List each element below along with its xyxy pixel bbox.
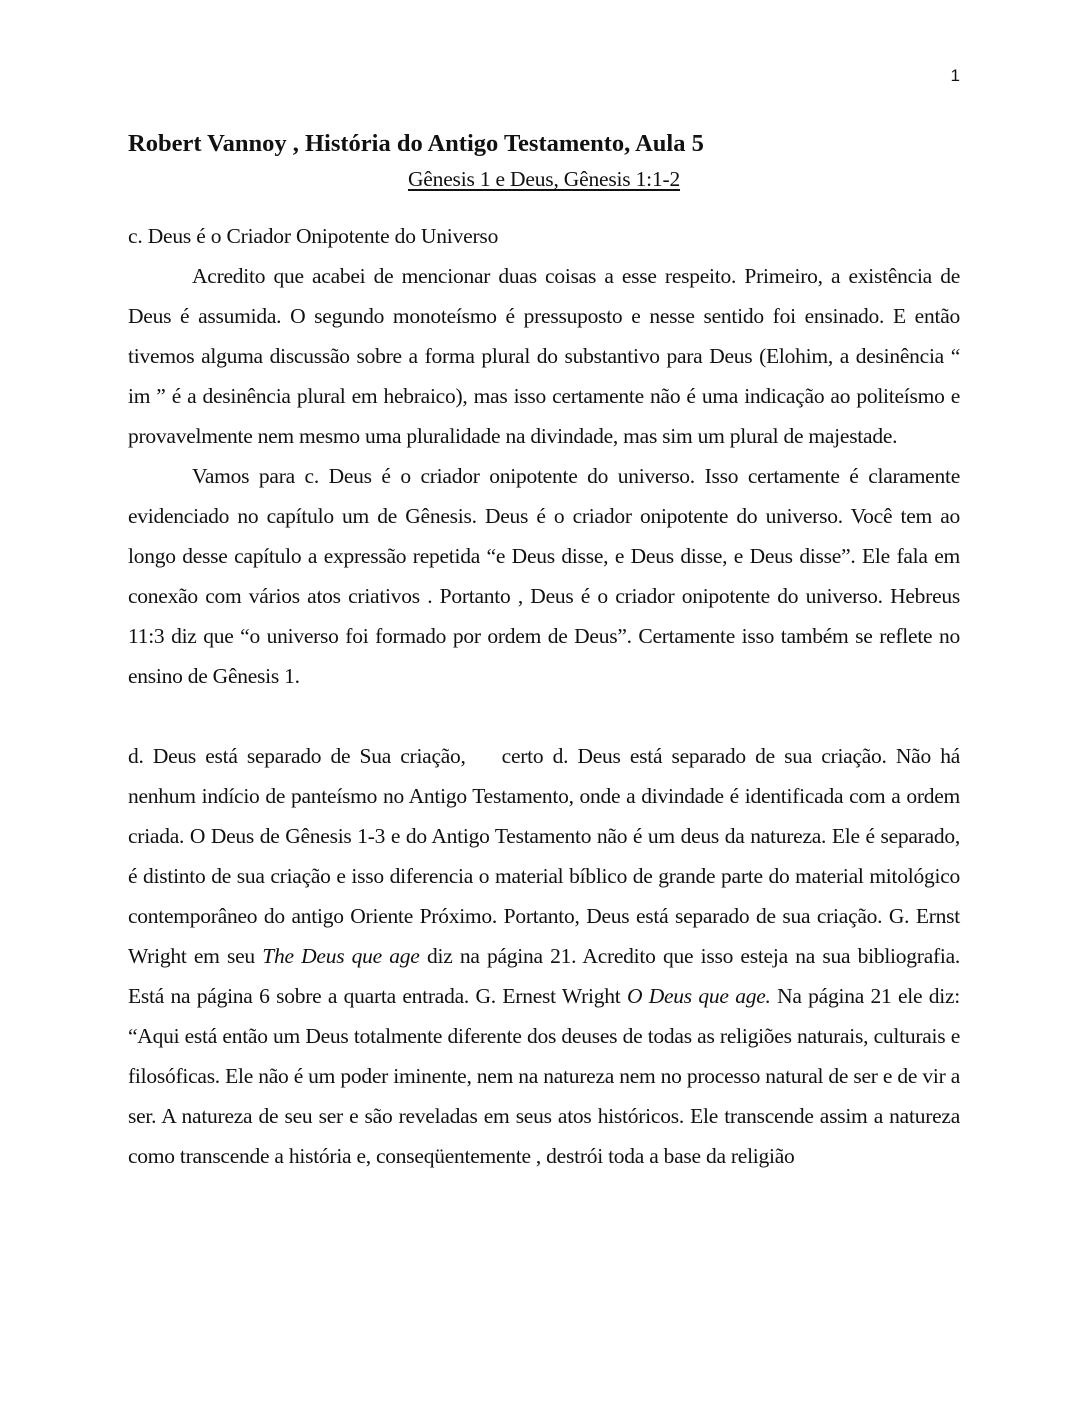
document-subtitle bbox=[128, 164, 960, 194]
section-d-heading: d. Deus está separado de Sua criação, bbox=[128, 744, 466, 768]
book-title-1: The Deus que age bbox=[262, 944, 420, 968]
book-title-2: O Deus que age. bbox=[626, 984, 771, 1008]
section-c-paragraph-1: Acredito que acabei de mencionar duas coisas a esse respeito. Primeiro, a existência de Deus é assumida. O segundo monoteísmo é pressuposto e nesse sentido foi ensinado. E então tivemos alguma discussão sobre a forma plural do substantivo para Deus (Elohim, a desinência “ im ” é a desinência plural em hebraico), mas isso certamente não é uma indicação ao politeísmo e provavelmente nem mesmo uma pluralidade na divindade, mas sim um plural de majestade. bbox=[128, 264, 960, 448]
document-title: Robert Vannoy , História do Antigo Testamento, Aula 5 bbox=[128, 130, 704, 157]
section-d-text-2: diz na página 21. Acredito que isso esteja na sua bibliografia. Está na página 6 sobre a quarta entrada. G. Ernest Wright bbox=[128, 944, 961, 1008]
section-d-paragraph bbox=[128, 736, 960, 1176]
section-d-text-1: certo d. Deus está separado de sua criação. Não há nenhum indício de panteísmo no Antigo Testamento, onde a divindade é identificada com a ordem criada. O Deus de Gênesis 1-3 e do Antigo Testamento não é um deus da natureza. Ele é separado, é distinto de sua criação e isso diferencia o material bíblico de grande parte do material mitológico contemporâneo do antigo Oriente Próximo. Portanto, Deus está separado de sua criação. G. Ernst Wright em seu bbox=[128, 744, 960, 968]
page-number: 1 bbox=[950, 66, 960, 85]
document-body bbox=[128, 128, 960, 1176]
section-c-heading: c. Deus é o Criador Onipotente do Universo bbox=[128, 224, 499, 248]
section-d-text-3: Na página 21 ele diz: “Aqui está então um Deus totalmente diferente dos deuses de todas as religiões naturais, culturais e filosóficas. Ele não é um poder iminente, nem na natureza nem no processo natural de ser e de vir a ser. A natureza de seu ser e são reveladas em seus atos históricos. Ele transcende assim a natureza como transcende a história e, conseqüentemente , destrói toda a base da religião bbox=[128, 984, 961, 1168]
section-c-paragraph-2: Vamos para c. Deus é o criador onipotente do universo. Isso certamente é claramente evidenciado no capítulo um de Gênesis. Deus é o criador onipotente do universo. Você tem ao longo desse capítulo a expressão repetida “e Deus disse, e Deus disse, e Deus disse”. Ele fala em conexão com vários atos criativos . Portanto , Deus é o criador onipotente do universo. Hebreus 11:3 diz que “o universo foi formado por ordem de Deus”. Certamente isso também se reflete no ensino de Gênesis 1. bbox=[128, 464, 960, 688]
subtitle-text: Gênesis 1 e Deus, Gênesis 1:1-2 bbox=[407, 167, 681, 191]
